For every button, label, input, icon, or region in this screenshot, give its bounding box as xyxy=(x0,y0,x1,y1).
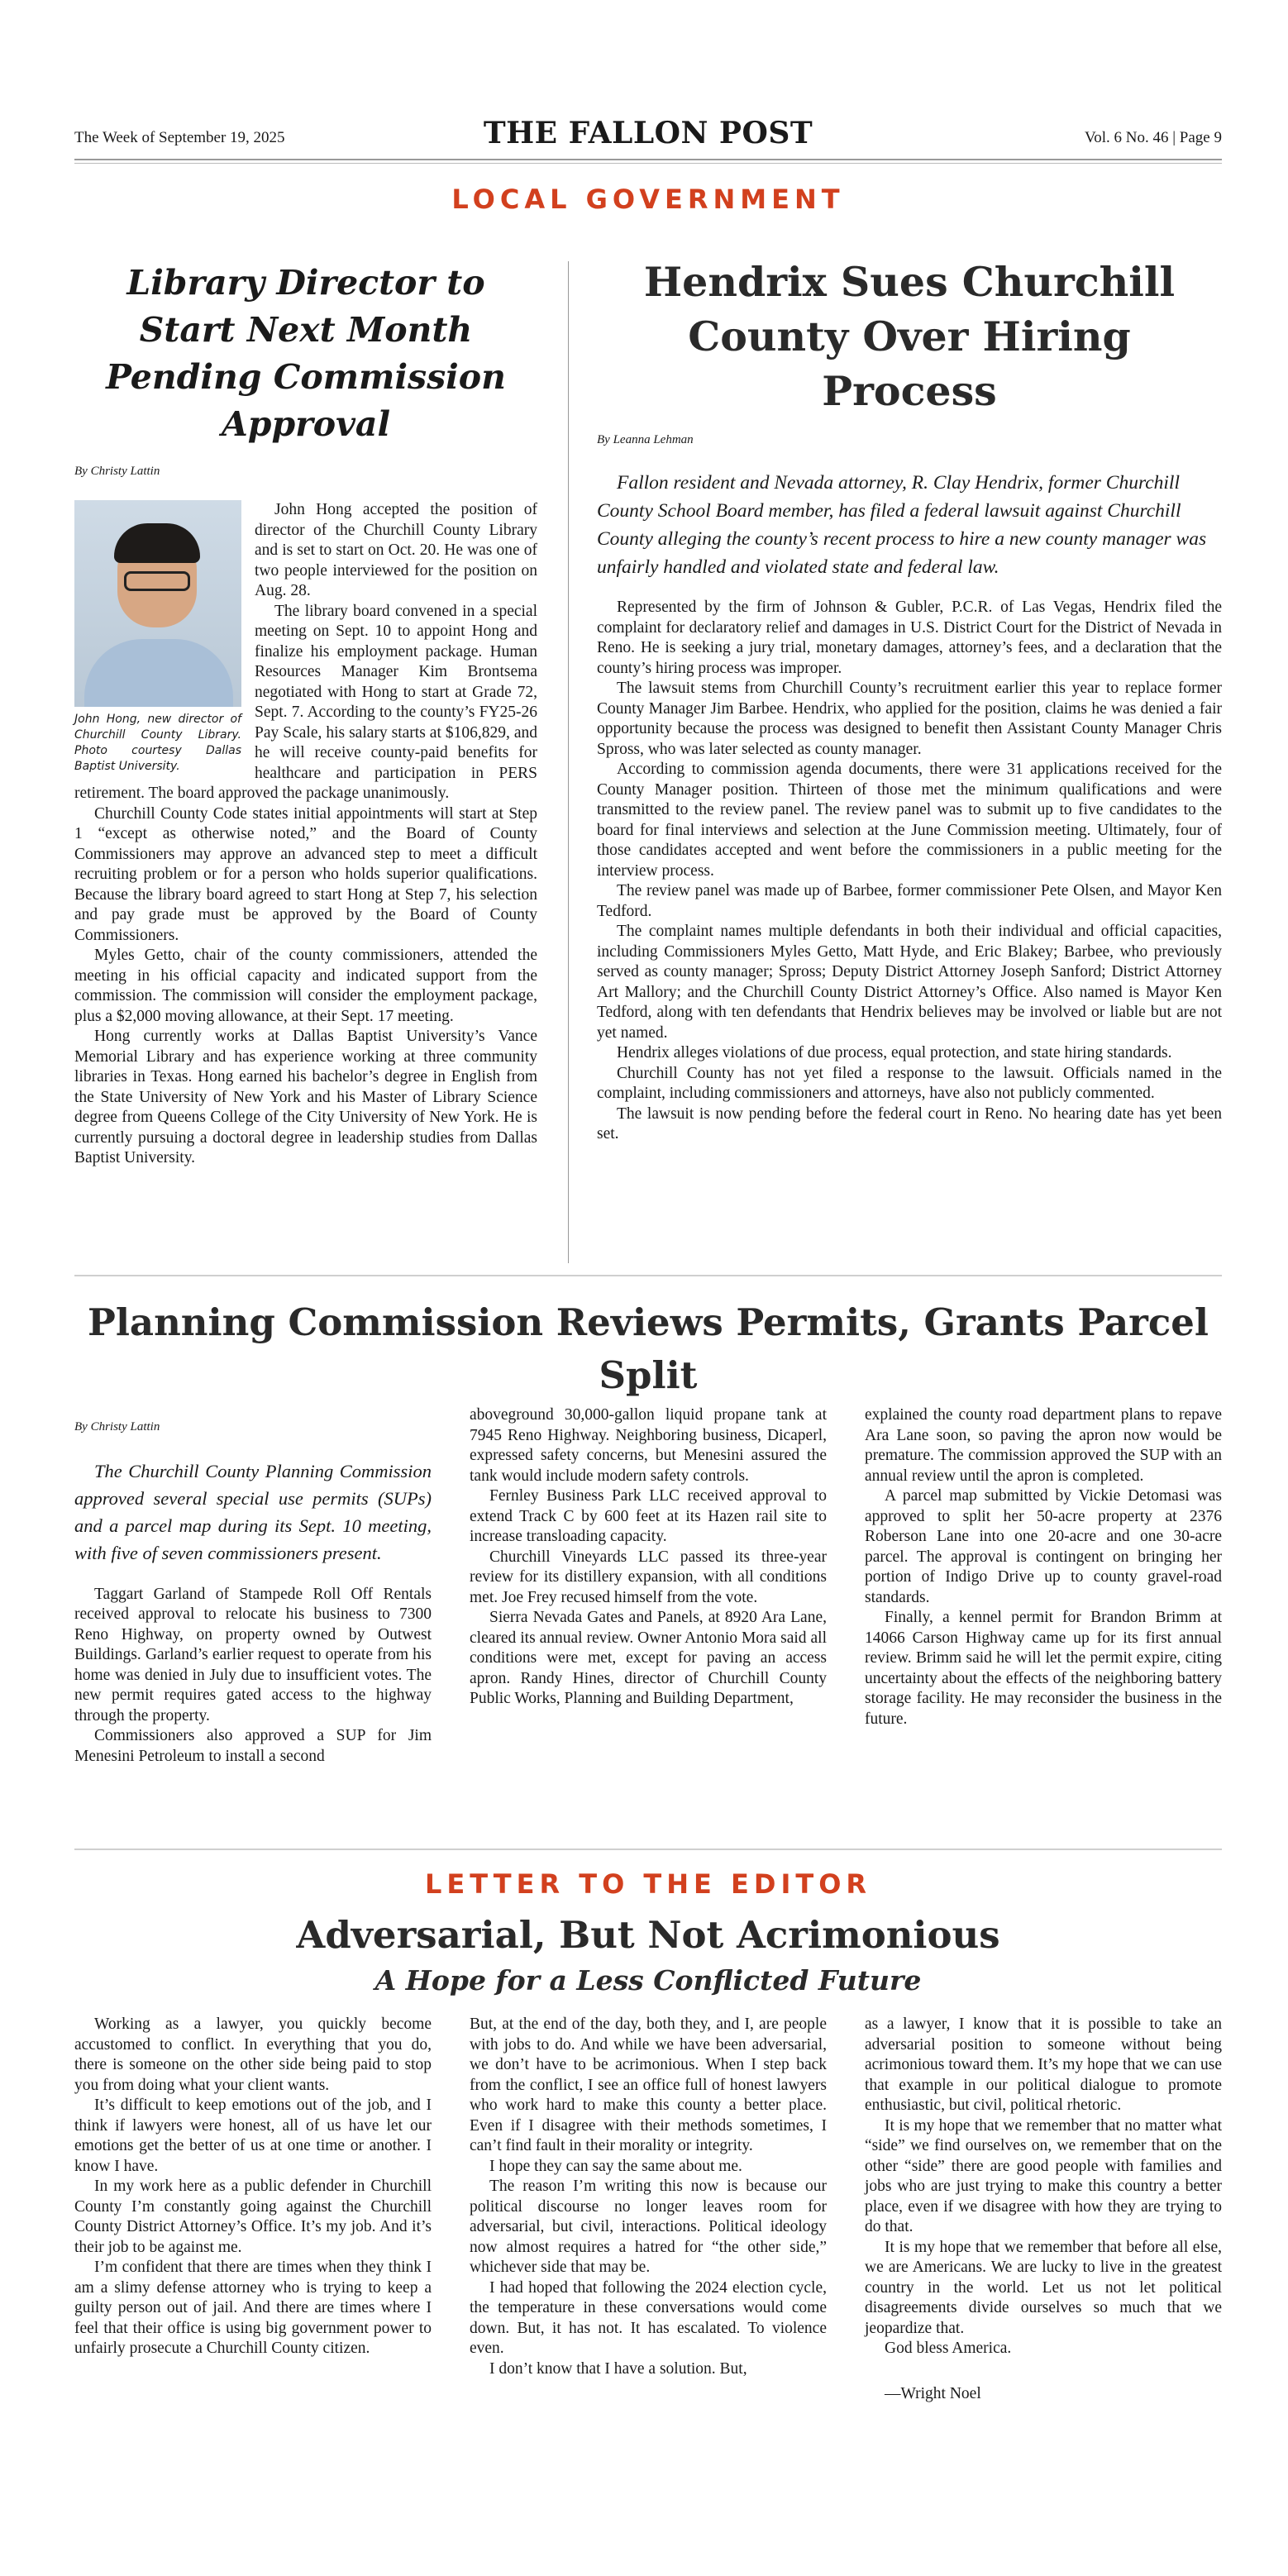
planning-paragraph: A parcel map submitted by Vickie Detomasi was approved to split her 50-acre property at 2376 Roberson Lane into one 20-acre and one 30-acre parcel. The approval is contingent on bringing her portion of Indigo Drive up to county gravel-road standards. xyxy=(865,1487,1222,1606)
letter-paragraph: I’m confident that there are times when they think I am a slimy defense attorney who is trying to keep a guilty person out of jail. And there are times where I feel that their office is using big government power to unfairly prosecute a Churchill County citizen. xyxy=(74,2259,432,2357)
hendrix-headline: Hendrix Sues Churchill County Over Hiring Process xyxy=(643,258,1176,415)
issue-date: The Week of September 19, 2025 xyxy=(74,129,285,146)
planning-columns xyxy=(74,1405,1222,1767)
library-article xyxy=(74,255,537,1169)
library-photo-block xyxy=(74,500,241,775)
planning-paragraph: explained the county road department plans to repave Ara Lane soon, so paving the apron now would be premature. The commission approved the SUP with an annual review until the apron is completed. xyxy=(865,1406,1222,1485)
planning-headline: Planning Commission Reviews Permits, Grants Parcel Split xyxy=(88,1300,1209,1397)
hendrix-paragraph: The lawsuit stems from Churchill County’s recruitment earlier this year to replace former County Manager Jim Barbee. Hendrix, who applied for the position, claims he was denied a fair opportunity because the process was designed to benefit then Assistant County Manager Chris Spross, who was later selected as county manager. xyxy=(597,680,1222,758)
hendrix-paragraph: The complaint names multiple defendants in both their individual and official capacities, including Commissioners Myles Getto, Matt Hyde, and Eric Blakey; Barbee, who previously served as county manager; Spross; Deputy District Attorney Joseph Sanford; District Attorney Art Mallory; and the Churchill County District Attorney’s Office. Also named is Mayor Ken Tedford, along with ten defendants that Hendrix believes may be involved or liable but are not yet named. xyxy=(597,923,1222,1042)
hendrix-dek: Fallon resident and Nevada attorney, R. Clay Hendrix, former Churchill County School Board member, has filed a federal lawsuit against Churchill County alleging the county’s recent process to hire a new county manager was unfairly handled and violated state and federal law. xyxy=(597,472,1207,578)
planning-dek: The Churchill County Planning Commission approved several special use permits (SUPs) and a parcel map during its Sept. 10 meeting, with five of seven commissioners present. xyxy=(74,1460,432,1563)
letter-to-editor xyxy=(74,1868,1222,2404)
letter-paragraph: as a lawyer, I know that it is possible to take an adversarial position to someone without being acrimonious toward them. It’s my hope that we can use that example in our political dialogue to promote enthusiastic, but civil, political rhetoric. xyxy=(865,2015,1222,2114)
photo-caption: John Hong, new director of Churchill County Library. Photo courtesy Dallas Baptist University. xyxy=(74,713,241,773)
letter-paragraph: I don’t know that I have a solution. But, xyxy=(489,2359,747,2378)
planning-byline: By Christy Lattin xyxy=(74,1420,160,1433)
letter-paragraph: It’s difficult to keep emotions out of the job, and I think if lawyers were honest, all of us have let our emotions get the better of us at one time or another. I know I have. xyxy=(74,2097,432,2175)
letter-column-1 xyxy=(74,2015,432,2404)
library-paragraph: Hong currently works at Dallas Baptist University’s Vance Memorial Library and has experience working at three community libraries in Texas. Hong earned his bachelor’s degree in English from the State University of New York and his Master of Library Science degree from Queens College of the City University of New York. He is currently pursuing a doctoral degree in leadership studies from Dallas Baptist University. xyxy=(74,1028,537,1166)
newspaper-page xyxy=(74,116,1222,2402)
letter-column-2 xyxy=(470,2015,827,2404)
section-rule xyxy=(74,1849,1222,1850)
hendrix-paragraph: Churchill County has not yet filed a response to the lawsuit. Officials named in the complaint, including commissioners and attorneys, have also not publicly commented. xyxy=(597,1064,1222,1102)
planning-column-2 xyxy=(470,1405,827,1767)
planning-column-3 xyxy=(865,1405,1222,1767)
planning-column-1 xyxy=(74,1405,432,1767)
planning-paragraph: Sierra Nevada Gates and Panels, at 8920 Ara Lane, cleared its annual review. Owner Antonio Mora said all conditions were met, except for paving an access apron. Randy Hines, director of Churchill County Public Works, Planning and Building Department, xyxy=(470,1609,827,1707)
top-stories xyxy=(74,255,1222,1387)
library-headline: Library Director to Start Next Month Pending Commission Approval xyxy=(106,263,506,444)
library-paragraph: The library board convened in a special meeting on Sept. 10 to appoint Hong and finalize his employment package. Human Resources Manager Kim Brontsema negotiated with Hong to start at Grade 72, Sept. 7. According to the county’s FY25-26 Pay Scale, his salary starts at $106,829, and he will receive county-paid benefits for healthcare and participation in PERS retirement. The board approved the package unanimously. xyxy=(74,602,537,802)
planning-paragraph: Fernley Business Park LLC received approval to extend Track C by 600 feet at its Hazen rail site to increase transloading capacity. xyxy=(470,1487,827,1545)
library-paragraph: Churchill County Code states initial appointments will start at Step 1 “except as otherwise noted,” and the Board of County Commissioners may approve an advanced step to meet a difficult recruiting problem or for a person who holds superior qualifications. Because the library board agreed to start Hong at Step 7, his selection and pay grade must be approved by the Board of County Commissioners. xyxy=(74,804,537,944)
letter-column-3 xyxy=(865,2015,1222,2404)
hendrix-paragraph: The lawsuit is now pending before the federal court in Reno. No hearing date has yet been set. xyxy=(597,1104,1222,1143)
section-label-local-government: LOCAL GOVERNMENT xyxy=(451,184,845,215)
letter-paragraph: The reason I’m writing this now is because our political discourse no longer leaves room for adversarial, but civil, interactions. Political ideology now almost requires a hatred for “the other side,” whichever side that may be. xyxy=(470,2178,827,2276)
hendrix-byline: By Leanna Lehman xyxy=(597,433,694,446)
planning-paragraph: aboveground 30,000-gallon liquid propane tank at 7945 Reno Highway. Neighboring business, Dicaperl, expressed safety concerns, but Menesini assured the tank would include modern safety controls. xyxy=(470,1406,827,1485)
letter-paragraph: I hope they can say the same about me. xyxy=(489,2157,742,2175)
masthead xyxy=(74,116,1222,154)
masthead-rule xyxy=(74,159,1222,164)
column-divider xyxy=(568,261,569,1263)
planning-article xyxy=(74,1296,1222,1767)
letter-paragraph: Working as a lawyer, you quickly become accustomed to conflict. In everything that you do, there is someone on the other side being paid to stop you from doing what your client wants. xyxy=(74,2015,432,2094)
letter-paragraph: In my work here as a public defender in Churchill County I’m constantly going against the Churchill County District Attorney’s Office. It’s my job. And it’s their job to be against me. xyxy=(74,2178,432,2256)
library-paragraph: Myles Getto, chair of the county commissioners, attended the meeting in his official capacity and indicated support from the commission. The commission will consider the employment package, plus a $2,000 moving allowance, at their Sept. 17 meeting. xyxy=(74,947,537,1025)
planning-paragraph: Taggart Garland of Stampede Roll Off Rentals received approval to relocate his business to 7300 Reno Highway, on property owned by Outwest Buildings. Garland’s earlier request to operate from his home was denied in July due to insufficient votes. The new permit requires gated access to the highway through the property. xyxy=(74,1585,432,1724)
section-label-letter: LETTER TO THE EDITOR xyxy=(424,1868,872,1900)
planning-paragraph: Churchill Vineyards LLC passed its three-year review for its distillery expansion, with all conditions met. Joe Frey recused himself from the vote. xyxy=(470,1548,827,1606)
john-hong-photo xyxy=(74,500,241,707)
letter-paragraph: It is my hope that we remember that no matter what “side” we find ourselves on, we remember that on the other “side” there are good people with families and jobs who are just trying to make this country a better place, even if we disagree with how they are trying to do that. xyxy=(865,2116,1222,2235)
letter-headline: Adversarial, But Not Acrimonious xyxy=(296,1913,1000,1957)
library-byline: By Christy Lattin xyxy=(74,465,160,478)
library-paragraph: John Hong accepted the position of director of the Churchill County Library and is set to start on Oct. 20. He was one of two people interviewed for the position on Aug. 28. xyxy=(255,501,537,599)
paper-title: THE FALLON POST xyxy=(483,116,813,150)
volume-page: Vol. 6 No. 46 | Page 9 xyxy=(1084,129,1222,146)
hendrix-body xyxy=(597,598,1222,1145)
hendrix-article xyxy=(597,255,1222,1145)
hendrix-paragraph: Hendrix alleges violations of due process, equal protection, and state hiring standards. xyxy=(617,1044,1172,1061)
section-rule xyxy=(74,1275,1222,1276)
letter-signature: —Wright Noel xyxy=(885,2384,981,2402)
hendrix-paragraph: Represented by the firm of Johnson & Gubler, P.C.R. of Las Vegas, Hendrix filed the complaint for declaratory relief and damages in U.S. District Court for the District of Nevada in Reno. He is seeking a jury trial, monetary damages, attorney’s fees, and a declaration that the county’s hiring process was improper. xyxy=(597,599,1222,677)
letter-paragraph: But, at the end of the day, both they, and I, are people with jobs to do. And while we have been adversarial, we don’t have to be acrimonious. When I step back from the conflict, I see an office full of honest lawyers who work hard to make this county a better place. Even if I disagree with their methods sometimes, I can’t find fault in their morality or integrity. xyxy=(470,2015,827,2154)
letter-subhead: A Hope for a Less Conflicted Future xyxy=(374,1964,922,1996)
letter-columns xyxy=(74,2015,1222,2404)
planning-paragraph: Commissioners also approved a SUP for Jim Menesini Petroleum to install a second xyxy=(74,1727,432,1765)
library-body xyxy=(74,500,537,1169)
letter-paragraph: God bless America. xyxy=(885,2340,1012,2357)
hendrix-paragraph: The review panel was made up of Barbee, former commissioner Pete Olsen, and Mayor Ken Tedford. xyxy=(597,882,1222,920)
hendrix-paragraph: According to commission agenda documents, there were 31 applications received for the County Manager position. Thirteen of those met the minimum qualifications and were transmitted to the review panel. The review panel was to submit up to five candidates to the board for final interviews and selection at the June Commission meeting. Ultimately, four of those candidates accepted and went before the commissioners in a public meeting for the interview process. xyxy=(597,761,1222,880)
letter-paragraph: It is my hope that we remember that before all else, we are Americans. We are lucky to live in the greatest country in the world. Let us not let political disagreements divide ourselves so much that we jeopardize that. xyxy=(865,2238,1222,2337)
letter-paragraph: I had hoped that following the 2024 election cycle, the temperature in these conversations would come down. But, it has not. It has escalated. To violence even. xyxy=(470,2278,827,2357)
planning-paragraph: Finally, a kennel permit for Brandon Brimm at 14066 Carson Highway came up for its first annual review. Brimm said he will let the permit expire, citing uncertainty about the effects of the neighboring battery storage facility. He may reconsider the business in the future. xyxy=(865,1609,1222,1728)
